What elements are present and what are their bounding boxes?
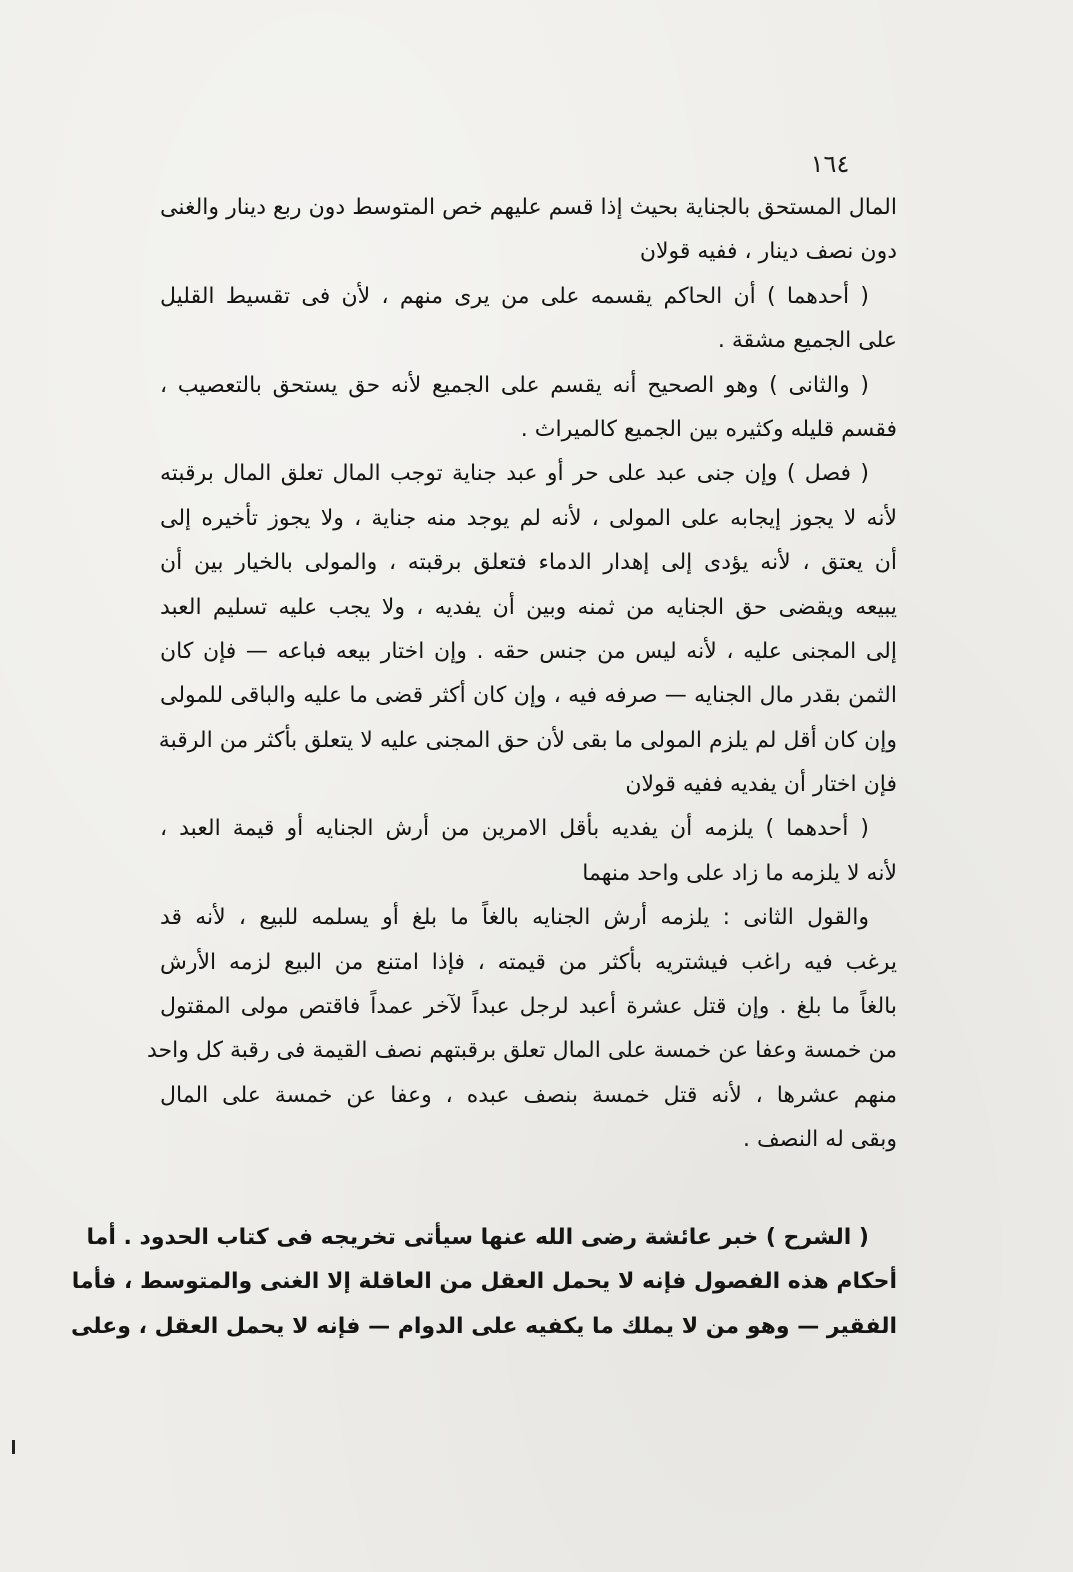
text-line: فقسم قليله وكثيره بين الجميع كالميراث . xyxy=(520,416,897,442)
text-line: أن يعتق ، لأنه يؤدى إلى إهدار الدماء فتعلق برقبته ، والمولى بالخيار بين أن xyxy=(160,550,897,576)
text-line: ( والثانى ) وهو الصحيح أنه يقسم على الجميع لأنه حق يستحق بالتعصيب ، xyxy=(160,372,869,398)
text-line: بالغاً ما بلغ . وإن قتل عشرة أعبد لرجل عبداً لآخر عمداً فاقتص مولى المقتول xyxy=(160,994,897,1020)
text-line: ( أحدهما ) أن الحاكم يقسمه على من يرى منهم ، لأن فى تقسيط القليل xyxy=(160,283,869,309)
text-line: دون نصف دينار ، ففيه قولان xyxy=(639,239,897,265)
text-line: ( فصل ) وإن جنى عبد على حر أو عبد جناية توجب المال تعلق المال برقبته xyxy=(160,461,869,487)
text-line: من خمسة وعفا عن خمسة على المال تعلق برقبتهم نصف القيمة فى رقبة كل واحد xyxy=(146,1038,897,1064)
text-line: إلى المجنى عليه ، لأنه ليس من جنس حقه . وإن اختار بيعه فباعه — فإن كان xyxy=(160,638,897,664)
text-line: يبيعه ويقضى حق الجنايه من ثمنه وبين أن يفديه ، ولا يجب عليه تسليم العبد xyxy=(160,594,897,620)
text-line: وبقى له النصف . xyxy=(743,1127,897,1153)
text-line: فإن اختار أن يفديه ففيه قولان xyxy=(625,772,897,798)
text-line: منهم عشرها ، لأنه قتل خمسة بنصف عبده ، وعفا عن خمسة على المال xyxy=(160,1082,897,1108)
text-line: لأنه لا يجوز إيجابه على المولى ، لأنه لم يوجد منه جناية ، ولا يجوز تأخيره إلى xyxy=(160,505,897,531)
text-line: ( أحدهما ) يلزمه أن يفديه بأقل الامرين من أرش الجنايه أو قيمة العبد ، xyxy=(160,816,869,842)
scan-edge-mark xyxy=(12,1440,15,1454)
text-line: على الجميع مشقة . xyxy=(717,328,897,354)
main-text-block xyxy=(146,186,897,1163)
commentary-line: أحكام هذه الفصول فإنه لا يحمل العقل من العاقلة إلا الغنى والمتوسط ، فأما xyxy=(71,1269,897,1295)
page-number: ١٦٤ xyxy=(810,150,850,178)
text-line: لأنه لا يلزمه ما زاد على واحد منهما xyxy=(582,860,897,886)
text-line: والقول الثانى : يلزمه أرش الجنايه بالغاً ما بلغ أو يسلمه للبيع ، لأنه قد xyxy=(160,905,869,931)
text-line: يرغب فيه راغب فيشتريه بأكثر من قيمته ، فإذا امتنع من البيع لزمه الأرش xyxy=(160,949,897,975)
text-line: وإن كان أقل لم يلزم المولى ما بقى لأن حق المجنى عليه لا يتعلق بأكثر من الرقبة xyxy=(158,727,897,753)
text-line: المال المستحق بالجناية بحيث إذا قسم عليهم خص المتوسط دون ربع دينار والغنى xyxy=(160,195,897,220)
commentary-line: الفقير — وهو من لا يملك ما يكفيه على الدوام — فإنه لا يحمل العقل ، وعلى xyxy=(70,1313,897,1339)
commentary-line: ( الشرح ) خبر عائشة رضى الله عنها سيأتى تخريجه فى كتاب الحدود . أما xyxy=(86,1225,869,1250)
text-line: الثمن بقدر مال الجنايه — صرفه فيه ، وإن كان أكثر قضى ما عليه والباقى للمولى xyxy=(160,683,897,709)
commentary-block xyxy=(70,1216,897,1349)
